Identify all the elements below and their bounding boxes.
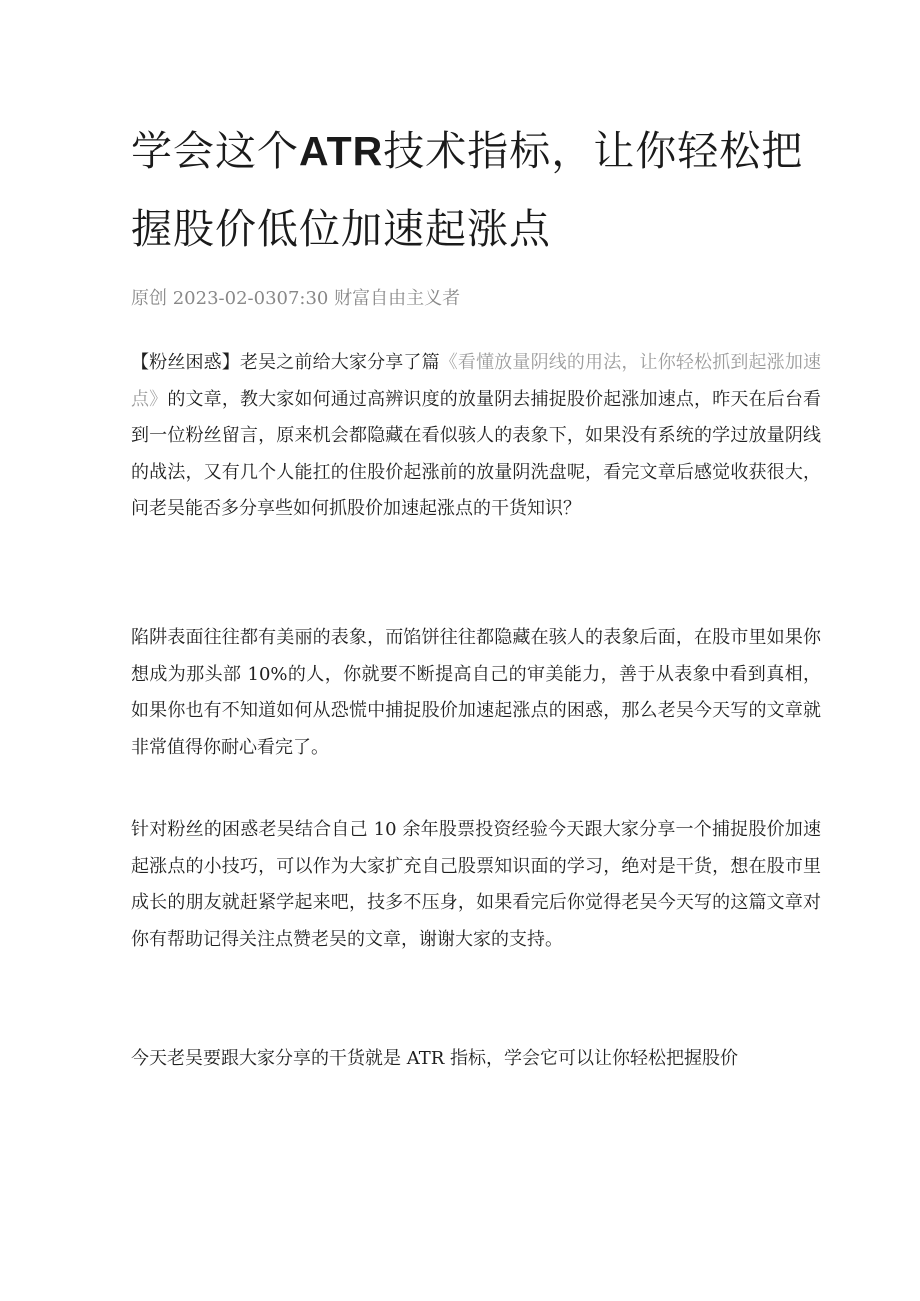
- article-meta: [131, 284, 460, 314]
- article-link[interactable]: 《看懂放量阴线的用法，让你轻松抓到起涨加速点》: [131, 352, 822, 410]
- paragraph-4: 今天老吴要跟大家分享的干货就是 ATR 指标，学会它可以让你轻松把握股价: [131, 1048, 739, 1069]
- meta-datetime: 2023-02-0307:30: [172, 288, 329, 309]
- paragraph-2: 陷阱表面往往都有美丽的表象，而馅饼往往都隐藏在骇人的表象后面，在股市里如果你想成为那头部 10%的人，你就要不断提高自己的审美能力，善于从表象中看到真相，如果你也有不知道如何从恐慌中捕捉股价加速起涨点的困惑，那么老吴今天写的文章就非常值得你耐心看完了。: [131, 627, 821, 758]
- title-latin: ATR: [299, 128, 384, 174]
- title-part-1: 学会这个: [131, 127, 299, 175]
- article-title: [131, 112, 821, 268]
- meta-author[interactable]: 财富自由主义者: [334, 288, 461, 309]
- paragraph-1-suffix: 的文章，教大家如何通过高辨识度的放量阴去捕捉股价起涨加速点，昨天在后台看到一位粉丝留言，原来机会都隐藏在看似骇人的表象下，如果没有系统的学过放量阴线的战法，又有几个人能扛的住股价起涨前的放量阴洗盘呢，看完文章后感觉收获很大，问老吴能否多分享些如何抓股价加速起涨点的干货知识？: [131, 388, 821, 519]
- meta-label: 原创: [131, 288, 167, 309]
- title-part-2: 技术指标，让你轻松把握股价低位加速起涨点: [131, 127, 804, 253]
- paragraph-1: [131, 345, 821, 528]
- paragraph-1-prefix: 【粉丝困惑】老吴之前给大家分享了篇: [131, 352, 440, 373]
- paragraph-3: 针对粉丝的困惑老吴结合自己 10 余年股票投资经验今天跟大家分享一个捕捉股价加速起涨点的小技巧，可以作为大家扩充自己股票知识面的学习，绝对是干货，想在股市里成长的朋友就赶紧学起来吧，技多不压身，如果看完后你觉得老吴今天写的这篇文章对你有帮助记得关注点赞老吴的文章，谢谢大家的支持。: [131, 819, 821, 950]
